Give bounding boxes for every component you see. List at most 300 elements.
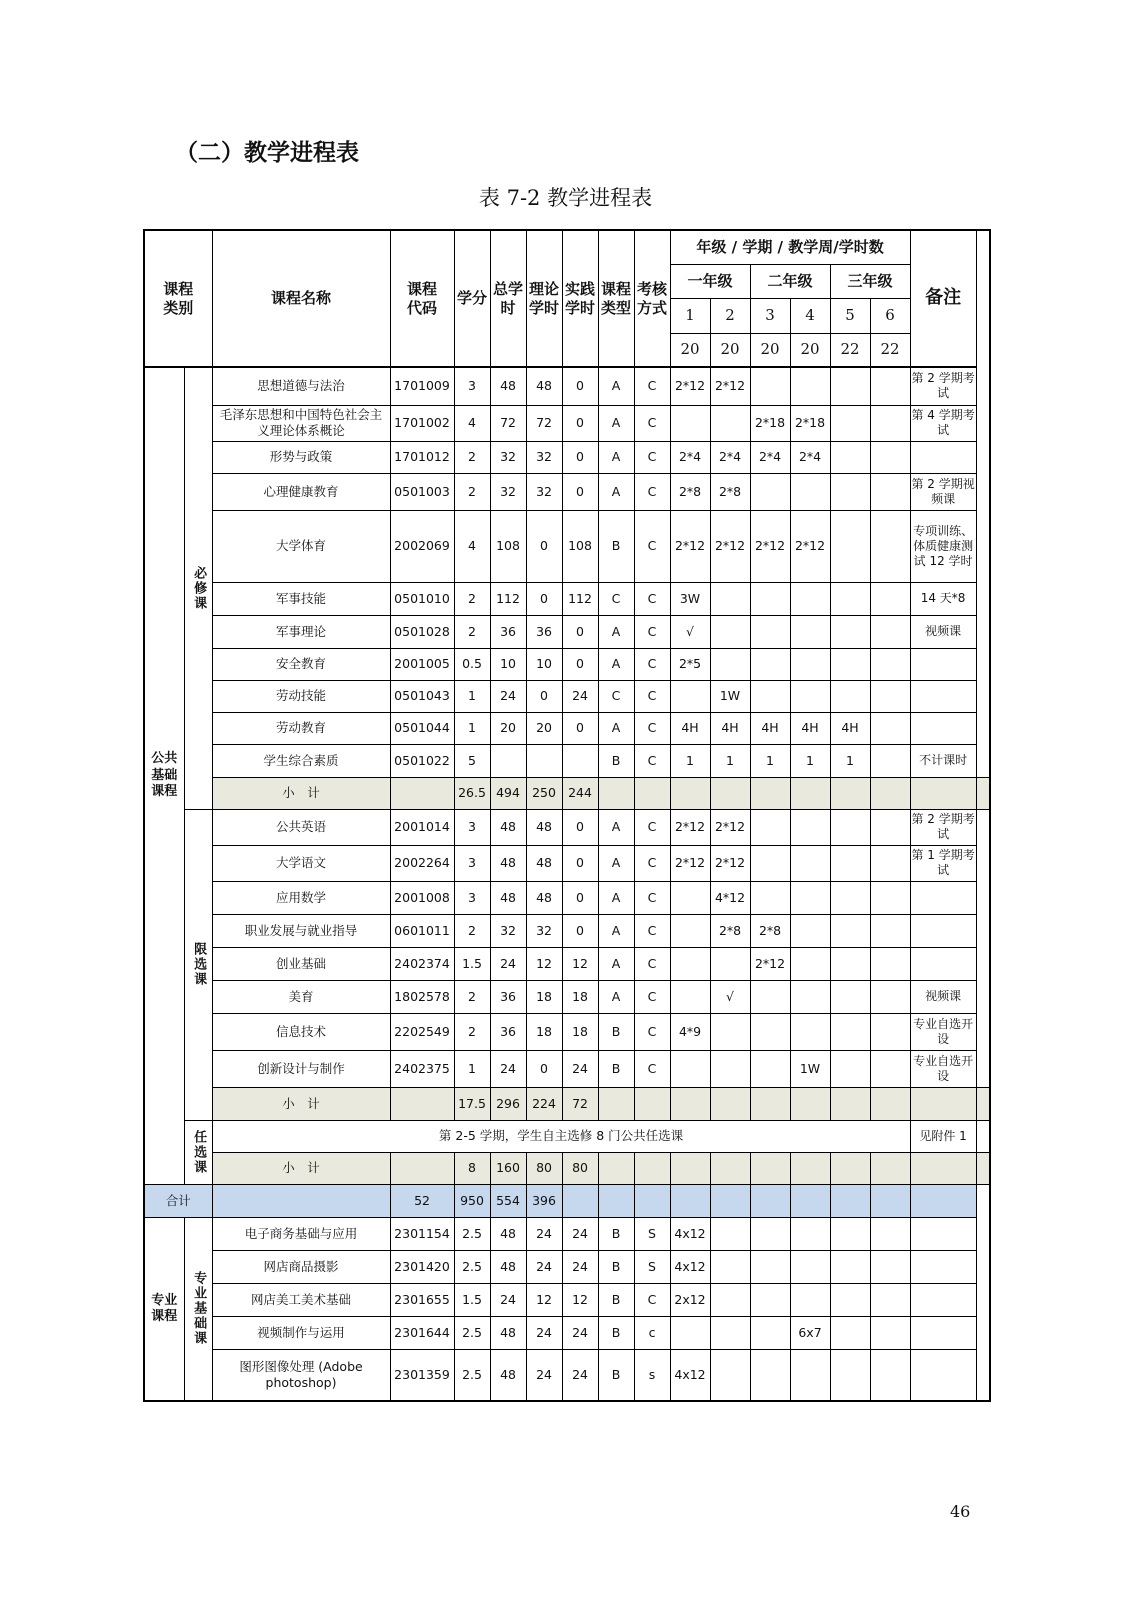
header-course-code: 课程 代码 [390,230,454,367]
course-t6 [870,1013,910,1050]
course-type: A [598,809,634,845]
course-t5 [830,1316,870,1349]
course-t1 [670,1316,710,1349]
course-t4 [790,980,830,1013]
course-remark [910,947,976,980]
course-t6 [870,712,910,744]
course-credit: 5 [454,744,490,777]
course-practice: 0 [562,809,598,845]
course-credit: 1.5 [454,947,490,980]
course-type: B [598,744,634,777]
course-t3 [750,615,790,648]
course-total: 24 [490,947,526,980]
header-total-hours: 总学 时 [490,230,526,367]
course-name: 大学体育 [212,510,390,582]
header-grade-3: 三年级 [830,264,910,298]
course-practice: 0 [562,712,598,744]
course-t2 [710,1217,750,1250]
course-t2: 1 [710,744,750,777]
course-t5: 1 [830,744,870,777]
course-name: 职业发展与就业指导 [212,914,390,947]
course-t2: 2*4 [710,441,750,473]
course-t5 [830,648,870,680]
course-name: 创业基础 [212,947,390,980]
course-t2 [710,947,750,980]
course-t2: 1W [710,680,750,712]
course-t2 [710,1250,750,1283]
course-t5 [830,809,870,845]
course-exam: C [634,680,670,712]
course-code: 1701002 [390,405,454,441]
total-label: 合计 [144,1184,212,1217]
total-total: 950 [454,1184,490,1217]
course-t3 [750,1050,790,1087]
course-exam: S [634,1250,670,1283]
course-name: 应用数学 [212,881,390,914]
total-credit: 52 [390,1184,454,1217]
course-total: 48 [490,1217,526,1250]
empty-cell [710,1152,750,1184]
course-type: A [598,405,634,441]
group-major: 专业 课程 [144,1217,184,1401]
course-row [144,473,990,510]
empty-cell [598,1152,634,1184]
course-name: 心理健康教育 [212,473,390,510]
course-t3: 4H [750,712,790,744]
course-theory: 32 [526,914,562,947]
course-name: 视频制作与运用 [212,1316,390,1349]
course-t4 [790,680,830,712]
course-code: 0501028 [390,615,454,648]
course-t2: 4H [710,712,750,744]
course-credit: 2.5 [454,1349,490,1401]
course-t4 [790,615,830,648]
course-t2: √ [710,980,750,1013]
course-row [144,367,990,405]
course-exam: C [634,510,670,582]
course-t2: 4*12 [710,881,750,914]
course-type: C [598,582,634,615]
course-total: 36 [490,980,526,1013]
course-name: 军事技能 [212,582,390,615]
course-total: 24 [490,680,526,712]
course-type: A [598,914,634,947]
course-type: A [598,881,634,914]
course-name: 安全教育 [212,648,390,680]
empty-cell [750,1087,790,1120]
empty-cell [670,1152,710,1184]
header-term: 4 [790,298,830,333]
course-t2: 2*12 [710,845,750,881]
header-category: 课程 类别 [144,230,212,367]
course-t3 [750,980,790,1013]
course-t3 [750,473,790,510]
course-t4: 1W [790,1050,830,1087]
course-credit: 2 [454,582,490,615]
course-credit: 2 [454,441,490,473]
course-t6 [870,809,910,845]
subtotal-credit: 8 [454,1152,490,1184]
course-type: C [598,680,634,712]
course-remark: 专业自选开设 [910,1013,976,1050]
empty-cell [750,777,790,809]
course-t1: 4x12 [670,1349,710,1401]
course-code: 0501043 [390,680,454,712]
header-weeks: 22 [870,333,910,367]
empty-cell [830,1152,870,1184]
course-theory: 24 [526,1217,562,1250]
course-row [144,980,990,1013]
group-major-basic: 专业基础课 [184,1217,212,1401]
course-t4 [790,473,830,510]
course-exam: s [634,1349,670,1401]
course-exam: C [634,980,670,1013]
course-remark [910,648,976,680]
course-theory: 72 [526,405,562,441]
empty-cell [670,1087,710,1120]
course-row [144,1283,990,1316]
course-practice: 24 [562,1050,598,1087]
empty-cell [870,1087,910,1120]
course-exam: C [634,914,670,947]
empty-cell [870,1152,910,1184]
course-remark [910,1316,976,1349]
course-row [144,1050,990,1087]
course-credit: 0.5 [454,648,490,680]
empty-cell [212,1184,390,1217]
course-practice: 0 [562,367,598,405]
header-term: 2 [710,298,750,333]
subtotal-theory: 250 [526,777,562,809]
course-row [144,712,990,744]
course-remark [910,441,976,473]
course-t2 [710,405,750,441]
header-grade-term: 年级 / 学期 / 教学周/学时数 [670,230,910,264]
empty-cell [390,1152,454,1184]
course-t1 [670,1050,710,1087]
empty-cell [910,1184,976,1217]
course-t5 [830,1217,870,1250]
course-t3 [750,1250,790,1283]
course-t1: 2*12 [670,845,710,881]
course-remark [910,914,976,947]
course-t3 [750,367,790,405]
course-t3 [750,582,790,615]
course-row [144,1250,990,1283]
course-name: 信息技术 [212,1013,390,1050]
course-theory [526,744,562,777]
course-remark [910,1217,976,1250]
course-t2 [710,1050,750,1087]
header-practice-hours: 实践 学时 [562,230,598,367]
course-credit: 2 [454,914,490,947]
course-practice: 24 [562,1349,598,1401]
empty-cell [790,777,830,809]
course-exam: C [634,809,670,845]
course-t2: 2*8 [710,473,750,510]
course-credit: 3 [454,881,490,914]
course-practice: 24 [562,1316,598,1349]
course-theory: 24 [526,1250,562,1283]
course-code: 2301644 [390,1316,454,1349]
header-course-name: 课程名称 [212,230,390,367]
course-t3: 2*12 [750,947,790,980]
course-row [144,809,990,845]
course-exam: C [634,881,670,914]
course-code: 2301420 [390,1250,454,1283]
course-practice: 0 [562,441,598,473]
course-row [144,744,990,777]
subtotal-row [144,777,990,809]
course-theory: 18 [526,980,562,1013]
empty-cell [976,1087,990,1120]
empty-cell [634,1184,670,1217]
empty-cell [870,1184,910,1217]
course-code: 0501010 [390,582,454,615]
course-exam: C [634,712,670,744]
course-remark [910,1349,976,1401]
course-t4 [790,582,830,615]
course-t5 [830,1349,870,1401]
course-name: 图形图像处理 (Adobe photoshop) [212,1349,390,1401]
course-practice: 0 [562,845,598,881]
course-row [144,1013,990,1050]
course-t5 [830,582,870,615]
course-t6 [870,615,910,648]
course-t5 [830,980,870,1013]
course-practice: 12 [562,947,598,980]
course-credit: 1 [454,1050,490,1087]
course-name: 劳动技能 [212,680,390,712]
course-exam: C [634,1283,670,1316]
course-total: 108 [490,510,526,582]
header-course-type: 课程 类型 [598,230,634,367]
course-t6 [870,1349,910,1401]
teaching-schedule-table [143,229,991,1402]
course-t5 [830,405,870,441]
course-t6 [870,405,910,441]
course-row [144,881,990,914]
total-row [144,1184,990,1217]
course-t1: 2*8 [670,473,710,510]
total-theory: 554 [490,1184,526,1217]
course-practice: 0 [562,473,598,510]
course-t1: 2*12 [670,809,710,845]
course-t5 [830,680,870,712]
course-credit: 3 [454,845,490,881]
empty-cell [634,1087,670,1120]
course-t5 [830,367,870,405]
subtotal-total: 296 [490,1087,526,1120]
course-remark: 第 4 学期考试 [910,405,976,441]
course-t1 [670,680,710,712]
course-exam: C [634,473,670,510]
course-remark [910,1250,976,1283]
group-optional: 任选课 [184,1120,212,1184]
course-practice: 24 [562,680,598,712]
course-code: 2202549 [390,1013,454,1050]
course-exam: S [634,1217,670,1250]
course-t2 [710,648,750,680]
course-code: 1802578 [390,980,454,1013]
course-t3 [750,845,790,881]
course-remark: 视频课 [910,980,976,1013]
course-credit: 2.5 [454,1316,490,1349]
course-exam: C [634,648,670,680]
course-row [144,1349,990,1401]
course-t5 [830,615,870,648]
course-t3: 2*4 [750,441,790,473]
course-type: B [598,1050,634,1087]
subtotal-label: 小 计 [212,1087,390,1120]
course-theory: 10 [526,648,562,680]
empty-cell [598,777,634,809]
course-t3 [750,1217,790,1250]
course-row [144,615,990,648]
course-type: B [598,1283,634,1316]
course-t6 [870,680,910,712]
course-t4: 4H [790,712,830,744]
header-grade-2: 二年级 [750,264,830,298]
course-code: 2301154 [390,1217,454,1250]
course-remark: 视频课 [910,615,976,648]
course-practice: 0 [562,881,598,914]
course-theory: 0 [526,582,562,615]
course-t4 [790,947,830,980]
course-theory: 32 [526,473,562,510]
course-t5 [830,1250,870,1283]
course-theory: 24 [526,1349,562,1401]
course-t1: 2*5 [670,648,710,680]
course-t3 [750,680,790,712]
course-code: 2402375 [390,1050,454,1087]
header-weeks: 22 [830,333,870,367]
course-credit: 1 [454,680,490,712]
empty-cell [830,1087,870,1120]
course-t6 [870,510,910,582]
empty-cell [976,777,990,809]
course-t5 [830,914,870,947]
course-t4: 2*12 [790,510,830,582]
course-exam: C [634,1013,670,1050]
course-total: 10 [490,648,526,680]
group-public-basic: 公共 基础 课程 [144,367,184,1184]
course-row [144,510,990,582]
course-credit: 3 [454,367,490,405]
course-credit: 2 [454,615,490,648]
course-t1: 2*4 [670,441,710,473]
course-t6 [870,744,910,777]
course-t4 [790,914,830,947]
course-t4: 2*18 [790,405,830,441]
course-remark: 第 1 学期考试 [910,845,976,881]
course-t6 [870,367,910,405]
course-t4 [790,1250,830,1283]
course-remark [910,680,976,712]
empty-cell [910,777,976,809]
empty-cell [750,1152,790,1184]
course-t5 [830,473,870,510]
course-t1 [670,914,710,947]
subtotal-total: 494 [490,777,526,809]
course-t3 [750,1349,790,1401]
course-t4 [790,1217,830,1250]
course-t6 [870,582,910,615]
course-theory: 36 [526,615,562,648]
course-remark: 第 2 学期考试 [910,367,976,405]
course-credit: 4 [454,510,490,582]
course-type: A [598,648,634,680]
course-t5 [830,1013,870,1050]
subtotal-total: 160 [490,1152,526,1184]
course-code: 2001008 [390,881,454,914]
course-t6 [870,1316,910,1349]
course-t5: 4H [830,712,870,744]
course-total: 48 [490,845,526,881]
subtotal-theory: 80 [526,1152,562,1184]
course-t1: 2*12 [670,367,710,405]
header-remark: 备注 [910,230,976,367]
course-exam: C [634,405,670,441]
course-exam: C [634,441,670,473]
course-theory: 0 [526,1050,562,1087]
course-total: 32 [490,473,526,510]
course-t4 [790,1349,830,1401]
course-total: 36 [490,1013,526,1050]
course-remark [910,712,976,744]
course-t4 [790,845,830,881]
course-row [144,582,990,615]
course-code: 0601011 [390,914,454,947]
course-type: A [598,473,634,510]
course-row [144,648,990,680]
course-credit: 2.5 [454,1217,490,1250]
empty-cell [910,1152,976,1184]
course-t1 [670,405,710,441]
course-type: B [598,1316,634,1349]
subtotal-label: 小 计 [212,1152,390,1184]
course-total: 32 [490,914,526,947]
course-theory: 20 [526,712,562,744]
empty-cell [390,777,454,809]
course-exam: c [634,1316,670,1349]
empty-cell [598,1087,634,1120]
optional-description: 第 2-5 学期，学生自主选修 8 门公共任选课 [212,1120,910,1152]
course-name: 创新设计与制作 [212,1050,390,1087]
course-type: B [598,510,634,582]
course-row [144,914,990,947]
course-t6 [870,648,910,680]
course-name: 公共英语 [212,809,390,845]
course-t4 [790,367,830,405]
course-t1 [670,980,710,1013]
course-name: 美育 [212,980,390,1013]
course-credit: 2 [454,473,490,510]
course-theory: 18 [526,1013,562,1050]
course-t5 [830,1283,870,1316]
course-type: A [598,980,634,1013]
course-t3 [750,1316,790,1349]
group-required: 必修课 [184,367,212,809]
course-type: A [598,441,634,473]
course-t6 [870,881,910,914]
group-limited: 限选课 [184,809,212,1120]
header-weeks: 20 [710,333,750,367]
header-term: 3 [750,298,790,333]
course-code: 2301655 [390,1283,454,1316]
course-t3 [750,1283,790,1316]
empty-cell [830,1184,870,1217]
